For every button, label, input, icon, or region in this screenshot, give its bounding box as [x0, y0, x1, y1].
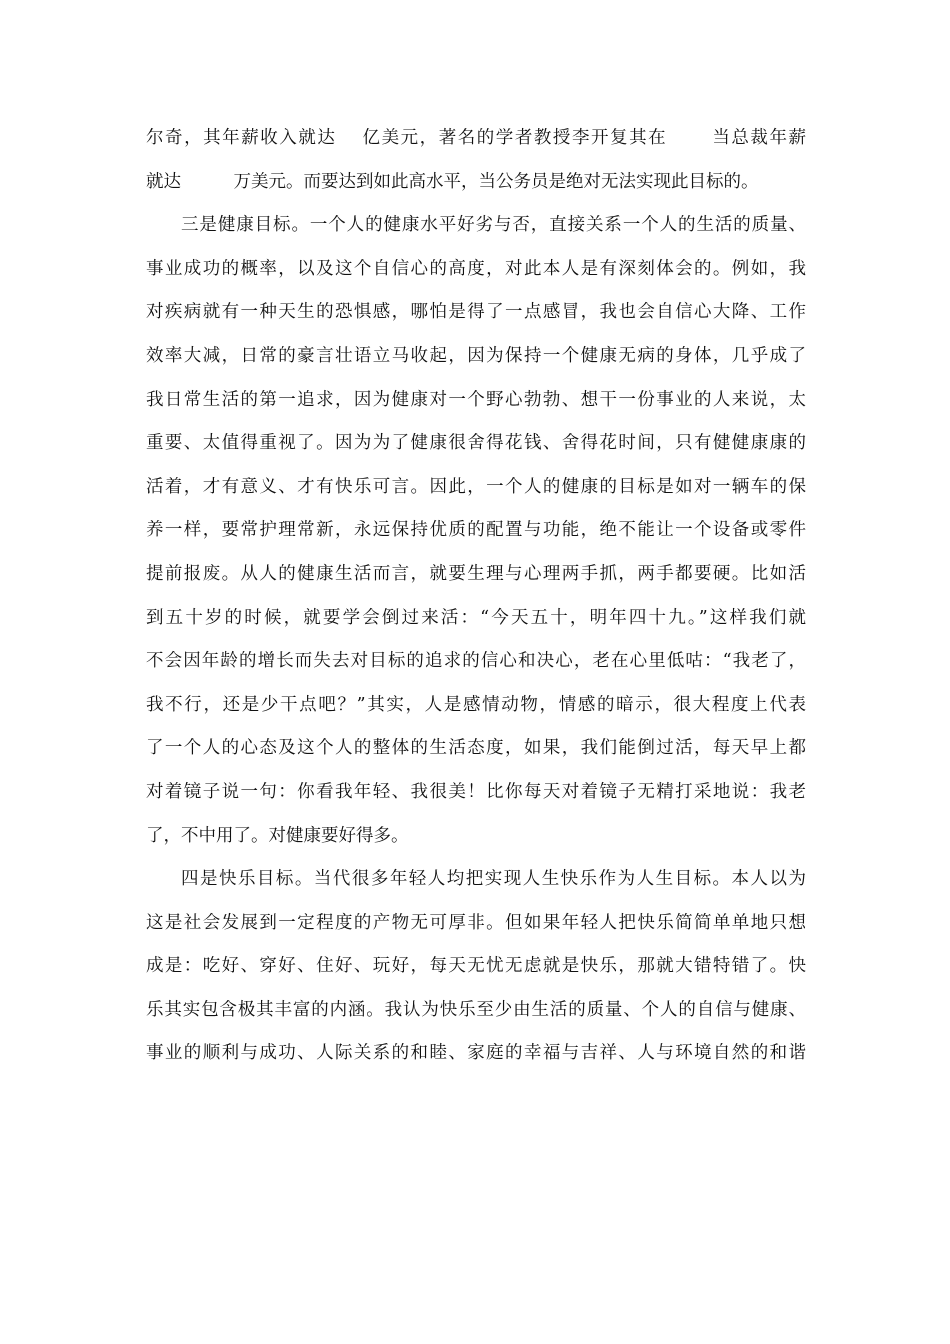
text-line: 我日常生活的第一追求，因为健康对一个野心勃勃、想干一份事业的人来说，太	[146, 389, 806, 410]
text-line: 了一个人的心态及这个人的整体的生活态度，如果，我们能倒过活，每天早上都	[146, 738, 806, 759]
paragraph-start-line: 三是健康目标。一个人的健康水平好劣与否，直接关系一个人的生活的质量、	[181, 215, 806, 236]
text-line: 成是：吃好、穿好、住好、玩好，每天无忧无虑就是快乐，那就大错特错了。快	[146, 956, 806, 977]
text-line: 乐其实包含极其丰富的内涵。我认为快乐至少由生活的质量、个人的自信与健康、	[146, 999, 806, 1020]
text-line: 养一样，要常护理常新，永远保持优质的配置与功能，绝不能让一个设备或零件	[146, 520, 806, 541]
text-line: 事业的顺利与成功、人际关系的和睦、家庭的幸福与吉祥、人与环境自然的和谐	[146, 1043, 806, 1064]
text-line: 提前报废。从人的健康生活而言，就要生理与心理两手抓，两手都要硬。比如活	[146, 563, 806, 584]
text-line: 对疾病就有一种天生的恐惧感，哪怕是得了一点感冒，我也会自信心大降、工作	[146, 302, 806, 323]
body-text	[146, 117, 806, 1076]
text-line: 了，不中用了。对健康要好得多。	[146, 825, 409, 846]
text-line: 就达 万美元。而要达到如此高水平，当公务员是绝对无法实现此目标的。	[146, 171, 759, 192]
paragraph-start-line: 四是快乐目标。当代很多年轻人均把实现人生快乐作为人生目标。本人以为	[181, 869, 806, 890]
text-line: 这是社会发展到一定程度的产物无可厚非。但如果年轻人把快乐简简单单地只想	[146, 912, 806, 933]
text-line: 我不行，还是少干点吧？”其实，人是感情动物，情感的暗示，很大程度上代表	[146, 694, 806, 715]
text-line: 对着镜子说一句：你看我年轻、我很美！比你每天对着镜子无精打采地说：我老	[146, 781, 806, 802]
text-line: 不会因年龄的增长而失去对目标的追求的信心和决心，老在心里低咕：“我老了，	[146, 651, 806, 672]
text-line: 到五十岁的时候，就要学会倒过来活：“今天五十，明年四十九。”这样我们就	[146, 607, 806, 628]
text-line: 事业成功的概率，以及这个自信心的高度，对此本人是有深刻体会的。例如，我	[146, 258, 806, 279]
text-line: 活着，才有意义、才有快乐可言。因此，一个人的健康的目标是如对一辆车的保	[146, 476, 806, 497]
text-line: 尔奇，其年薪收入就达 亿美元，著名的学者教授李开复其在 当总裁年薪	[146, 128, 806, 148]
text-line: 效率大减，日常的豪言壮语立马收起，因为保持一个健康无病的身体，几乎成了	[146, 345, 806, 366]
text-line: 重要、太值得重视了。因为为了健康很舍得花钱、舍得花时间，只有健健康康的	[146, 433, 806, 454]
